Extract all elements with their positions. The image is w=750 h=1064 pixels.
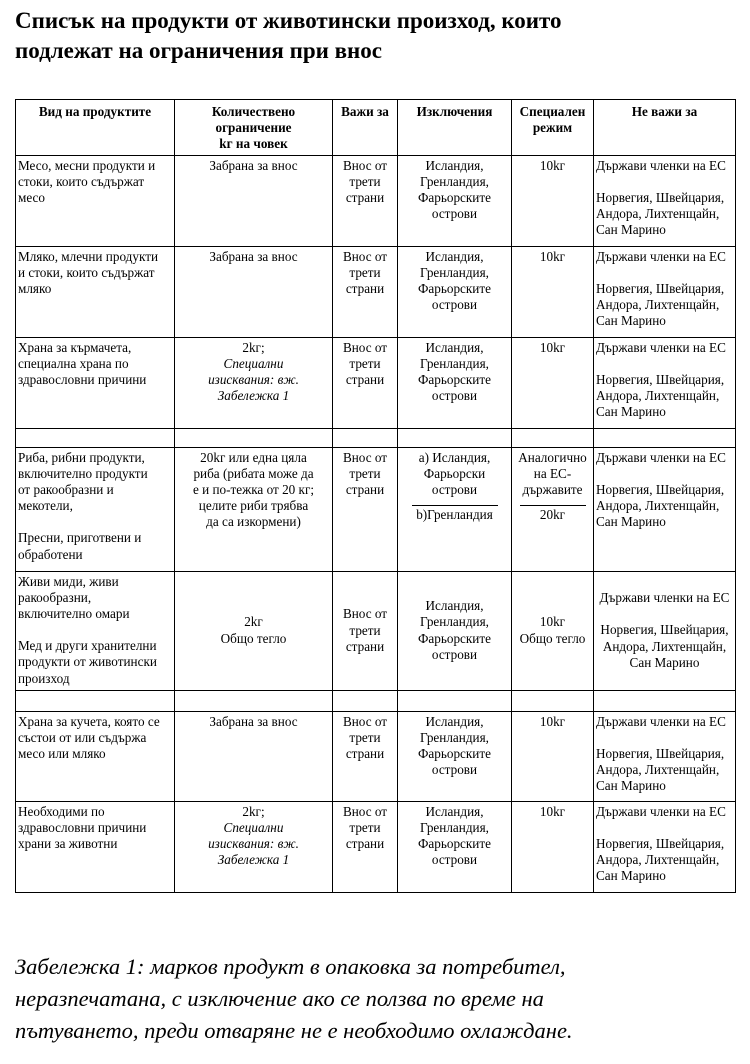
applies-cell: Внос от трети страни	[333, 711, 398, 801]
exceptions-cell: Исландия, Гренландия, Фарьорските острови	[398, 246, 512, 337]
quantity-cell: Забрана за внос	[175, 155, 333, 246]
exceptions-cell: Исландия, Гренландия, Фарьорските острови	[398, 155, 512, 246]
not-applies-cell: Държави членки на ЕС Норвегия, Швейцария, Андора, Лихтенщайн, Сан Марино	[594, 447, 736, 571]
header-not-applies: Не важи за	[594, 100, 736, 156]
exceptions-cell: Исландия, Гренландия, Фарьорските острови	[398, 337, 512, 428]
table-row	[16, 246, 736, 337]
special-cell: 10kг	[512, 246, 594, 337]
footnote	[15, 951, 745, 1047]
table-row	[16, 337, 736, 428]
product-cell: Необходими по здравословни причини храни за животни	[16, 801, 175, 892]
divider	[520, 505, 586, 506]
exceptions-cell: Исландия, Гренландия, Фарьорските острови	[398, 801, 512, 892]
not-applies-cell: Държави членки на ЕС Норвегия, Швейцария, Андора, Лихтенщайн, Сан Марино	[594, 337, 736, 428]
applies-cell: Внос от трети страни	[333, 155, 398, 246]
applies-cell: Внос от трети страни	[333, 337, 398, 428]
product-cell: Храна за кърмачета, специална храна по здравословни причини	[16, 337, 175, 428]
quantity-cell: Забрана за внос	[175, 711, 333, 801]
header-exceptions: Изключения	[398, 100, 512, 156]
applies-cell: Внос от трети страни	[333, 246, 398, 337]
divider	[412, 505, 498, 506]
not-applies-cell: Държави членки на ЕС Норвегия, Швейцария, Андора, Лихтенщайн, Сан Марино	[594, 155, 736, 246]
empty-row	[16, 428, 736, 447]
restrictions-table	[15, 99, 736, 893]
product-cell: Мляко, млечни продукти и стоки, които съдържат мляко	[16, 246, 175, 337]
exceptions-cell: Исландия, Гренландия, Фарьорските острови	[398, 711, 512, 801]
page-title	[15, 6, 735, 66]
quantity-cell: Забрана за внос	[175, 246, 333, 337]
footnote-line: неразпечатана, с изключение ако се ползва по време на	[15, 986, 544, 1011]
exceptions-cell: Исландия, Гренландия, Фарьорските острови	[398, 571, 512, 690]
special-cell: Аналогично на ЕС- държавите 20kг	[512, 447, 594, 571]
table-row	[16, 801, 736, 892]
table-header-row	[16, 100, 736, 156]
quantity-cell: 2kг; Специални изисквания: вж. Забележка 1	[175, 337, 333, 428]
header-quantity: Количествено ограничение kг на човек	[175, 100, 333, 156]
footnote-line: Забележка 1: марков продукт в опаковка за потребител,	[15, 954, 566, 979]
table-row	[16, 155, 736, 246]
quantity-cell: 2kг Общо тегло	[175, 571, 333, 690]
special-cell: 10kг	[512, 337, 594, 428]
not-applies-cell: Държави членки на ЕС Норвегия, Швейцария, Андора, Лихтенщайн, Сан Марино	[594, 571, 736, 690]
header-product: Вид на продуктите	[16, 100, 175, 156]
not-applies-cell: Държави членки на ЕС Норвегия, Швейцария, Андора, Лихтенщайн, Сан Марино	[594, 246, 736, 337]
title-line: подлежат на ограничения при внос	[15, 38, 383, 63]
special-cell: 10kг	[512, 801, 594, 892]
empty-row	[16, 690, 736, 711]
special-cell: 10kг Общо тегло	[512, 571, 594, 690]
product-cell: Храна за кучета, която се състои от или съдържа месо или мляко	[16, 711, 175, 801]
header-special: Специален режим	[512, 100, 594, 156]
not-applies-cell: Държави членки на ЕС Норвегия, Швейцария, Андора, Лихтенщайн, Сан Марино	[594, 711, 736, 801]
exceptions-cell: a) Исландия, Фарьорски острови b)Гренландия	[398, 447, 512, 571]
not-applies-cell: Държави членки на ЕС Норвегия, Швейцария, Андора, Лихтенщайн, Сан Марино	[594, 801, 736, 892]
special-cell: 10kг	[512, 155, 594, 246]
applies-cell: Внос от трети страни	[333, 801, 398, 892]
footnote-line: пътуването, преди отваряне не е необходимо охлаждане.	[15, 1018, 573, 1043]
product-cell: Риба, рибни продукти, включително продукти от ракообразни и мекотели, Пресни, приготвени и обработени	[16, 447, 175, 571]
special-cell: 10kг	[512, 711, 594, 801]
table-row	[16, 571, 736, 690]
applies-cell: Внос от трети страни	[333, 447, 398, 571]
quantity-cell: 2kг; Специални изисквания: вж. Забележка 1	[175, 801, 333, 892]
product-cell: Месо, месни продукти и стоки, които съдържат месо	[16, 155, 175, 246]
title-line: Списък на продукти от животински произход, които	[15, 8, 562, 33]
product-cell: Живи миди, живи ракообразни, включително омари Мед и други хранителни продукти от животински произход	[16, 571, 175, 690]
table-row	[16, 711, 736, 801]
applies-cell: Внос от трети страни	[333, 571, 398, 690]
table-row	[16, 447, 736, 571]
quantity-cell: 20kг или една цяла риба (рибата може да е и по-тежка от 20 кг; целите риби трябва да са изкормени)	[175, 447, 333, 571]
header-applies: Важи за	[333, 100, 398, 156]
